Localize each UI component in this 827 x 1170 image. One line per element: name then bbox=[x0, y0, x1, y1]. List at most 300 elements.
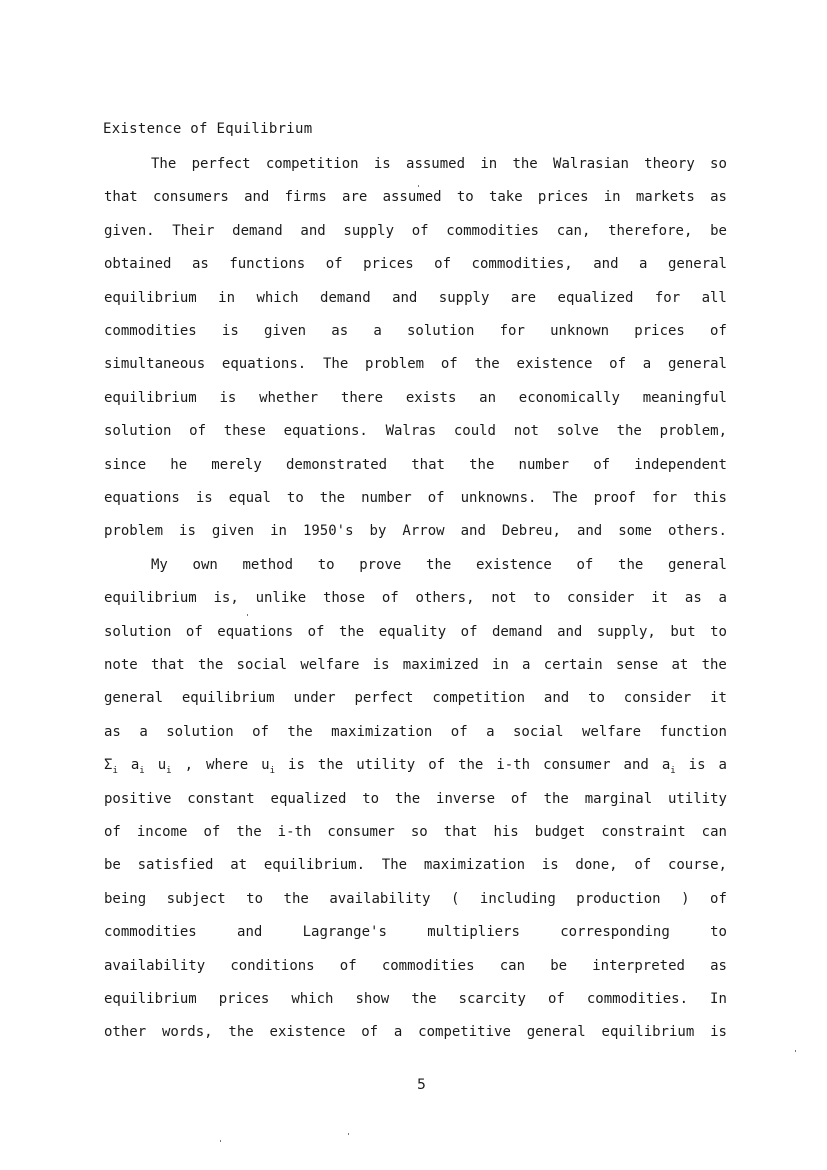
word: prices bbox=[634, 323, 685, 339]
word: a bbox=[486, 724, 495, 740]
word: demand bbox=[492, 624, 543, 640]
word: is bbox=[373, 156, 391, 172]
word: of bbox=[576, 557, 594, 573]
word: i-th bbox=[496, 757, 531, 773]
word: given bbox=[263, 323, 307, 339]
section-heading: Existence of Equilibrium bbox=[103, 121, 313, 137]
text-line bbox=[151, 555, 727, 575]
text-line bbox=[104, 789, 727, 809]
word: general bbox=[667, 256, 727, 272]
word: supply bbox=[343, 223, 394, 239]
word: including bbox=[479, 891, 556, 907]
word: maximization bbox=[331, 724, 433, 740]
word: Their bbox=[172, 223, 215, 239]
word: is bbox=[541, 857, 559, 873]
word: a bbox=[139, 724, 148, 740]
word: is bbox=[195, 490, 213, 506]
word: the bbox=[618, 557, 644, 573]
word: could bbox=[453, 423, 496, 439]
word: assumed bbox=[406, 156, 466, 172]
word: therefore, bbox=[608, 223, 693, 239]
word: demonstrated bbox=[285, 457, 388, 473]
word: proof bbox=[593, 490, 636, 506]
word: equilibrium bbox=[104, 390, 197, 406]
word: assumed bbox=[382, 189, 442, 205]
text-line bbox=[104, 655, 727, 675]
word: of bbox=[609, 356, 626, 372]
word: the bbox=[411, 991, 437, 1007]
word: welfare bbox=[582, 724, 642, 740]
word: equality bbox=[378, 624, 447, 640]
word: course, bbox=[667, 857, 727, 873]
word: general bbox=[526, 1024, 586, 1040]
word: all bbox=[701, 290, 727, 306]
word: equations bbox=[217, 624, 294, 640]
word: solve bbox=[556, 423, 599, 439]
word: which bbox=[256, 290, 299, 306]
word: maximization bbox=[423, 857, 526, 873]
word: existence bbox=[516, 356, 593, 372]
word: of bbox=[381, 590, 399, 606]
word: supply bbox=[438, 290, 490, 306]
word: of bbox=[189, 423, 206, 439]
scan-speck bbox=[220, 1140, 221, 1142]
word: satisfied bbox=[137, 857, 214, 873]
word: an bbox=[479, 390, 497, 406]
word: ) bbox=[681, 891, 690, 907]
word: Walrasian bbox=[553, 156, 629, 172]
word: a bbox=[718, 590, 727, 606]
word: utility bbox=[667, 791, 727, 807]
word: in bbox=[270, 523, 287, 539]
word: welfare bbox=[300, 657, 360, 673]
word: the bbox=[228, 1024, 254, 1040]
word: being bbox=[104, 891, 147, 907]
scan-speck bbox=[348, 1133, 349, 1135]
word: unknowns. bbox=[460, 490, 537, 506]
word: the bbox=[469, 457, 495, 473]
word: equilibrium bbox=[104, 991, 197, 1007]
word: and bbox=[593, 256, 619, 272]
word: a bbox=[639, 256, 648, 272]
text-line bbox=[104, 388, 727, 408]
word: is bbox=[688, 757, 706, 773]
word: his bbox=[493, 824, 519, 840]
word: inverse bbox=[436, 791, 496, 807]
word: equilibrium bbox=[181, 690, 275, 706]
word: done, bbox=[575, 857, 618, 873]
word: the bbox=[317, 757, 344, 773]
text-line bbox=[104, 354, 727, 374]
word: simultaneous bbox=[104, 356, 206, 372]
text-line bbox=[104, 722, 727, 742]
word: commodities, bbox=[471, 256, 573, 272]
word: others. bbox=[667, 523, 727, 539]
word: for bbox=[651, 490, 678, 506]
word: for bbox=[499, 323, 525, 339]
word: solution bbox=[166, 724, 234, 740]
text-line bbox=[104, 755, 727, 781]
text-line bbox=[104, 688, 727, 708]
text-line bbox=[104, 588, 727, 608]
word: is bbox=[372, 657, 390, 673]
word: are bbox=[342, 189, 368, 205]
word: function bbox=[659, 724, 727, 740]
word: equilibrium bbox=[601, 1024, 695, 1040]
word: solution bbox=[104, 423, 172, 439]
word: of bbox=[634, 857, 652, 873]
word: , bbox=[184, 757, 194, 773]
word: where bbox=[206, 757, 249, 773]
word: the bbox=[283, 891, 309, 907]
word: number bbox=[361, 490, 412, 506]
word: $u_i$ bbox=[157, 757, 172, 776]
word: is bbox=[710, 1024, 727, 1040]
word: demand bbox=[320, 290, 371, 306]
word: is bbox=[219, 390, 237, 406]
word: of bbox=[185, 624, 203, 640]
word: as bbox=[331, 323, 349, 339]
word: a bbox=[718, 757, 727, 773]
word: of bbox=[440, 356, 458, 372]
word: commodities bbox=[381, 958, 475, 974]
word: in bbox=[603, 189, 621, 205]
word: perfect bbox=[191, 156, 251, 172]
word: maximized bbox=[402, 657, 479, 673]
word: constant bbox=[187, 791, 255, 807]
word: show bbox=[355, 991, 390, 1007]
word: equal bbox=[228, 490, 271, 506]
text-line bbox=[104, 622, 727, 642]
text-line bbox=[104, 288, 727, 308]
word: of bbox=[307, 624, 325, 640]
word: of bbox=[411, 223, 429, 239]
word: to bbox=[710, 624, 727, 640]
word: and bbox=[623, 757, 649, 773]
word: social bbox=[512, 724, 564, 740]
word: to bbox=[533, 590, 551, 606]
word: others, bbox=[415, 590, 475, 606]
word: since bbox=[104, 457, 147, 473]
word: of bbox=[510, 791, 528, 807]
word: that bbox=[411, 457, 445, 473]
word: to bbox=[317, 557, 335, 573]
word: meaningful bbox=[642, 390, 727, 406]
word: the bbox=[394, 791, 421, 807]
word: of bbox=[593, 457, 611, 473]
word: equations bbox=[104, 490, 180, 506]
word: of bbox=[710, 323, 727, 339]
word: there bbox=[340, 390, 384, 406]
word: solution bbox=[406, 323, 475, 339]
word: are bbox=[510, 290, 537, 306]
word: ( bbox=[450, 891, 460, 907]
text-line bbox=[104, 421, 727, 441]
word: the bbox=[512, 156, 538, 172]
word: certain bbox=[543, 657, 603, 673]
word: prove bbox=[359, 557, 402, 573]
word: to bbox=[456, 189, 474, 205]
word: is bbox=[221, 323, 239, 339]
word: that bbox=[104, 189, 138, 205]
word: that bbox=[150, 657, 185, 673]
word: method bbox=[242, 557, 294, 573]
text-line bbox=[104, 989, 727, 1009]
word: Lagrange's bbox=[302, 924, 387, 940]
text-line bbox=[104, 922, 727, 942]
word: the bbox=[319, 490, 346, 506]
word: competitive bbox=[418, 1024, 511, 1040]
word: of bbox=[325, 256, 343, 272]
word: sense bbox=[616, 657, 659, 673]
word: of bbox=[460, 624, 478, 640]
word: equilibrium. bbox=[263, 857, 366, 873]
word: of bbox=[710, 891, 727, 907]
word: competition bbox=[432, 690, 526, 706]
word: of bbox=[203, 824, 221, 840]
word: consider bbox=[623, 690, 692, 706]
word: by bbox=[369, 523, 387, 539]
word: exists bbox=[405, 390, 457, 406]
word: and bbox=[392, 290, 418, 306]
word: and bbox=[543, 690, 570, 706]
word: as bbox=[710, 958, 727, 974]
word: unlike bbox=[255, 590, 307, 606]
text-line bbox=[151, 154, 727, 174]
word: scarcity bbox=[458, 991, 526, 1007]
word: subject bbox=[166, 891, 226, 907]
word: 1950's bbox=[302, 523, 354, 539]
word: in bbox=[491, 657, 509, 673]
word: number bbox=[518, 457, 570, 473]
text-line bbox=[104, 956, 727, 976]
word: availability bbox=[104, 958, 206, 974]
word: prices bbox=[218, 991, 270, 1007]
word: the bbox=[616, 423, 642, 439]
word: can bbox=[499, 958, 526, 974]
word: existence bbox=[475, 557, 552, 573]
text-line bbox=[104, 855, 727, 875]
word: Walras bbox=[385, 423, 437, 439]
word: a bbox=[393, 1024, 403, 1040]
word: positive bbox=[104, 791, 172, 807]
word: a bbox=[522, 657, 531, 673]
word: problem bbox=[365, 356, 425, 372]
text-line bbox=[104, 221, 727, 241]
word: existence bbox=[269, 1024, 346, 1040]
text-line bbox=[104, 1022, 727, 1042]
word: in bbox=[218, 290, 236, 306]
word: he bbox=[170, 457, 188, 473]
word: and bbox=[300, 223, 326, 239]
word: the bbox=[701, 657, 727, 673]
word: the bbox=[474, 356, 500, 372]
text-line bbox=[104, 321, 727, 341]
word: of bbox=[252, 724, 269, 740]
word: given bbox=[211, 523, 255, 539]
word: and bbox=[237, 924, 263, 940]
page-number: 5 bbox=[417, 1077, 426, 1093]
word: utility bbox=[356, 757, 416, 773]
word: marginal bbox=[584, 791, 653, 807]
word: problem bbox=[104, 523, 164, 539]
word: firms bbox=[284, 189, 327, 205]
word: but bbox=[670, 624, 696, 640]
word: constraint bbox=[601, 824, 686, 840]
word: as bbox=[191, 256, 209, 272]
word: at bbox=[230, 857, 248, 873]
word: of bbox=[104, 824, 121, 840]
word: The bbox=[151, 156, 177, 172]
word: markets bbox=[635, 189, 695, 205]
text-line bbox=[104, 488, 727, 508]
word: prices bbox=[363, 256, 414, 272]
word: interpreted bbox=[592, 958, 685, 974]
word: perfect bbox=[354, 690, 414, 706]
word: of bbox=[434, 256, 452, 272]
scan-speck bbox=[418, 185, 419, 187]
word: general bbox=[104, 690, 164, 706]
word: can, bbox=[556, 223, 591, 239]
word: commodities bbox=[446, 223, 539, 239]
word: that bbox=[443, 824, 478, 840]
word: problem, bbox=[659, 423, 727, 439]
word: as bbox=[684, 590, 702, 606]
word: to bbox=[710, 924, 727, 940]
word: not bbox=[513, 423, 539, 439]
word: merely bbox=[211, 457, 262, 473]
word: in bbox=[480, 156, 498, 172]
word: consider bbox=[567, 590, 635, 606]
word: some bbox=[618, 523, 652, 539]
word: the bbox=[426, 557, 452, 573]
word: is, bbox=[213, 590, 239, 606]
text-line bbox=[104, 521, 727, 541]
word: functions bbox=[229, 256, 306, 272]
word: this bbox=[693, 490, 727, 506]
word: conditions bbox=[230, 958, 315, 974]
text-line bbox=[104, 822, 727, 842]
word: unknown bbox=[550, 323, 610, 339]
text-line bbox=[104, 254, 727, 274]
word: obtained bbox=[104, 256, 172, 272]
word: to bbox=[246, 891, 264, 907]
word: Arrow bbox=[402, 523, 445, 539]
word: under bbox=[293, 690, 336, 706]
word: supply, bbox=[596, 624, 656, 640]
word: consumers bbox=[152, 189, 229, 205]
word: be bbox=[104, 857, 121, 873]
word: can bbox=[701, 824, 727, 840]
word: independent bbox=[634, 457, 727, 473]
word: prices bbox=[537, 189, 589, 205]
word: of bbox=[339, 958, 357, 974]
word: own bbox=[192, 557, 218, 573]
word: equations. bbox=[283, 423, 368, 439]
word: be bbox=[710, 223, 727, 239]
word: demand bbox=[232, 223, 283, 239]
word: given. bbox=[104, 223, 155, 239]
word: of bbox=[450, 724, 468, 740]
word: The bbox=[381, 857, 408, 873]
word: equalized bbox=[270, 791, 347, 807]
word: the bbox=[287, 724, 313, 740]
word: $a_i$ bbox=[130, 757, 145, 776]
word: the bbox=[543, 791, 569, 807]
word: commodities. bbox=[586, 991, 689, 1007]
word: take bbox=[488, 189, 523, 205]
word: general bbox=[667, 356, 727, 372]
word: $\Sigma_i$ bbox=[104, 757, 118, 776]
word: budget bbox=[534, 824, 586, 840]
word: be bbox=[550, 958, 568, 974]
word: it bbox=[710, 690, 727, 706]
word: consumer bbox=[327, 824, 395, 840]
word: at bbox=[671, 657, 689, 673]
word: and bbox=[244, 189, 270, 205]
word: equalized bbox=[557, 290, 634, 306]
word: multipliers bbox=[427, 924, 520, 940]
word: competition bbox=[265, 156, 359, 172]
word: income bbox=[136, 824, 188, 840]
word: The bbox=[322, 356, 349, 372]
word: these bbox=[223, 423, 266, 439]
word: to bbox=[286, 490, 304, 506]
word: the bbox=[236, 824, 262, 840]
word: to bbox=[362, 791, 380, 807]
word: and bbox=[460, 523, 486, 539]
word: In bbox=[710, 991, 727, 1007]
word: and bbox=[576, 523, 603, 539]
text-line bbox=[104, 455, 727, 475]
word: Debreu, bbox=[501, 523, 561, 539]
word: My bbox=[151, 557, 168, 573]
word: of bbox=[361, 1024, 379, 1040]
word: note bbox=[104, 657, 138, 673]
word: so bbox=[710, 156, 727, 172]
word: as bbox=[104, 724, 121, 740]
word: solution bbox=[104, 624, 172, 640]
word: other bbox=[104, 1024, 147, 1040]
word: production bbox=[576, 891, 661, 907]
word: availability bbox=[329, 891, 431, 907]
word: and bbox=[557, 624, 583, 640]
word: to bbox=[588, 690, 605, 706]
word: theory bbox=[644, 156, 695, 172]
word: commodities bbox=[104, 323, 197, 339]
word: for bbox=[654, 290, 681, 306]
word: not bbox=[491, 590, 517, 606]
word: consumer bbox=[543, 757, 611, 773]
word: The bbox=[552, 490, 578, 506]
text-line bbox=[104, 187, 727, 207]
word: those bbox=[322, 590, 366, 606]
word: corresponding bbox=[560, 924, 670, 940]
word: whether bbox=[259, 390, 319, 406]
scan-speck bbox=[247, 614, 248, 616]
word: $a_i$ bbox=[661, 757, 676, 776]
text-line bbox=[104, 889, 727, 909]
word: i-th bbox=[277, 824, 312, 840]
word: equilibrium bbox=[104, 290, 197, 306]
word: is bbox=[179, 523, 196, 539]
word: equilibrium bbox=[104, 590, 197, 606]
word: general bbox=[667, 557, 727, 573]
word: which bbox=[291, 991, 334, 1007]
word: a bbox=[373, 323, 382, 339]
word: the bbox=[338, 624, 365, 640]
word: commodities bbox=[104, 924, 197, 940]
